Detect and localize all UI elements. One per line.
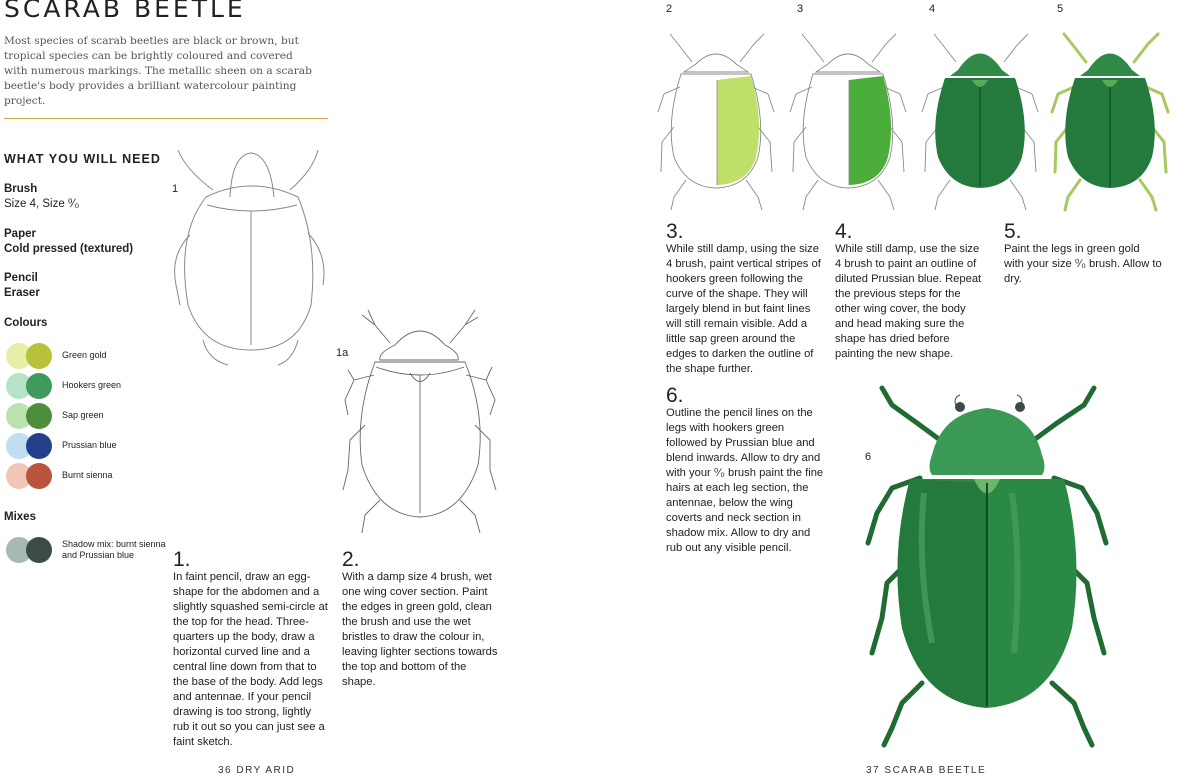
step-4-text: While still damp, use the size 4 brush to paint an outline of diluted Prussian blue. Repeat the previous steps for the other wing cover, the body and head making sure the shape has dried before painting the new shape. — [835, 243, 982, 360]
mixes-heading: Mixes — [4, 511, 36, 523]
step-1-text: In faint pencil, draw an egg-shape for the abdomen and a slightly squashed semi-circle at the top for the head. Three-quarters up the body, draw a horizontal curved line and a central line down from that to the base of the body. Add legs and antennae. If your pencil drawing is too strong, lightly rub it out so you can just see a faint sketch. — [173, 571, 328, 748]
beetle-painting-step-3 — [788, 32, 908, 212]
eraser-label: Eraser — [4, 287, 40, 299]
colour-swatch-dark — [26, 373, 52, 399]
step-2-text: With a damp size 4 brush, wet one wing cover section. Paint the edges in green gold, clean the brush and use the wet bristles to draw the colour in, leaving lighter sections towards the top and bottom of the shape. — [342, 571, 498, 688]
colour-swatch-dark — [26, 463, 52, 489]
intro-paragraph: Most species of scarab beetles are black or brown, but tropical species can be brightly coloured and covered with numerous markings. The metallic sheen on a scarab beetle's body provides a brilliant watercolour painting project. — [4, 35, 312, 107]
colour-swatch-row — [4, 403, 174, 433]
step-6-text: Outline the pencil lines on the legs with hookers green followed by Prussian blue and blend inwards. Allow to dry and with your ⁰⁄₀ brush paint the fine hairs at each leg section, the antennae, below the wing coverts and neck section in shadow mix. Allow to dry and rub out any visible pencil. — [666, 407, 824, 554]
step-5-text: Paint the legs in green gold with your size ⁰⁄₀ brush. Allow to dry. — [1004, 243, 1162, 285]
pencil-section — [4, 271, 40, 301]
beetle-sketch-step-1 — [168, 145, 328, 370]
beetle-painting-step-5 — [1050, 32, 1170, 212]
beetle-painting-step-2 — [656, 32, 776, 212]
mix-swatch-row — [4, 537, 174, 567]
beetle-painting-step-4 — [920, 32, 1040, 212]
step-1-number: 1. — [173, 548, 191, 571]
paper-section — [4, 227, 133, 257]
colour-swatch-row — [4, 343, 174, 373]
colour-swatch-dark — [26, 343, 52, 369]
colour-swatch-row — [4, 373, 174, 403]
figure-1a-label: 1a — [336, 347, 349, 359]
paper-label: Paper — [4, 228, 36, 240]
figure-2-label: 2 — [666, 3, 673, 15]
colour-swatch-row — [4, 463, 174, 493]
step-5-number: 5. — [1004, 220, 1022, 243]
paper-value: Cold pressed (textured) — [4, 243, 134, 255]
beetle-sketch-step-1a — [340, 305, 500, 535]
mix-swatch-dark — [26, 537, 52, 563]
colour-label: Prussian blue — [62, 440, 117, 450]
figure-4-label: 4 — [929, 3, 936, 15]
brush-section — [4, 182, 79, 212]
step-4-number: 4. — [835, 220, 853, 243]
figure-5-label: 5 — [1057, 3, 1064, 15]
step-6-number: 6. — [666, 384, 684, 407]
mix-label: Shadow mix: burnt sienna and Prussian blue — [62, 539, 166, 560]
colour-label: Burnt sienna — [62, 470, 113, 480]
brush-value: Size 4, Size ⁰⁄₀ — [4, 198, 80, 210]
figure-3-label: 3 — [797, 3, 804, 15]
right-page-footer: 37 SCARAB BEETLE — [866, 765, 987, 776]
colour-label: Green gold — [62, 350, 107, 360]
colour-label: Hookers green — [62, 380, 122, 390]
colour-swatch-dark — [26, 433, 52, 459]
step-3-text: While still damp, using the size 4 brush, paint vertical stripes of hookers green following the curve of the shape. They will largely blend in but faint lines will still remain visible. Add a little sap green around the edges to darken the outline of the shape further. — [666, 243, 821, 375]
beetle-painting-final — [862, 383, 1112, 748]
step-2-number: 2. — [342, 548, 360, 571]
gold-divider — [4, 118, 328, 119]
figure-6-label: 6 — [865, 451, 872, 463]
figure-1-label: 1 — [172, 183, 179, 195]
step-3-number: 3. — [666, 220, 684, 243]
brush-label: Brush — [4, 183, 38, 195]
pencil-label: Pencil — [4, 272, 38, 284]
left-page-footer: 36 DRY ARID — [218, 765, 296, 776]
page-title: SCARAB BEETLE — [4, 0, 246, 23]
colour-swatch-row — [4, 433, 174, 463]
colour-label: Sap green — [62, 410, 104, 420]
colours-heading: Colours — [4, 317, 48, 329]
materials-heading: WHAT YOU WILL NEED — [4, 152, 161, 166]
colour-swatch-dark — [26, 403, 52, 429]
